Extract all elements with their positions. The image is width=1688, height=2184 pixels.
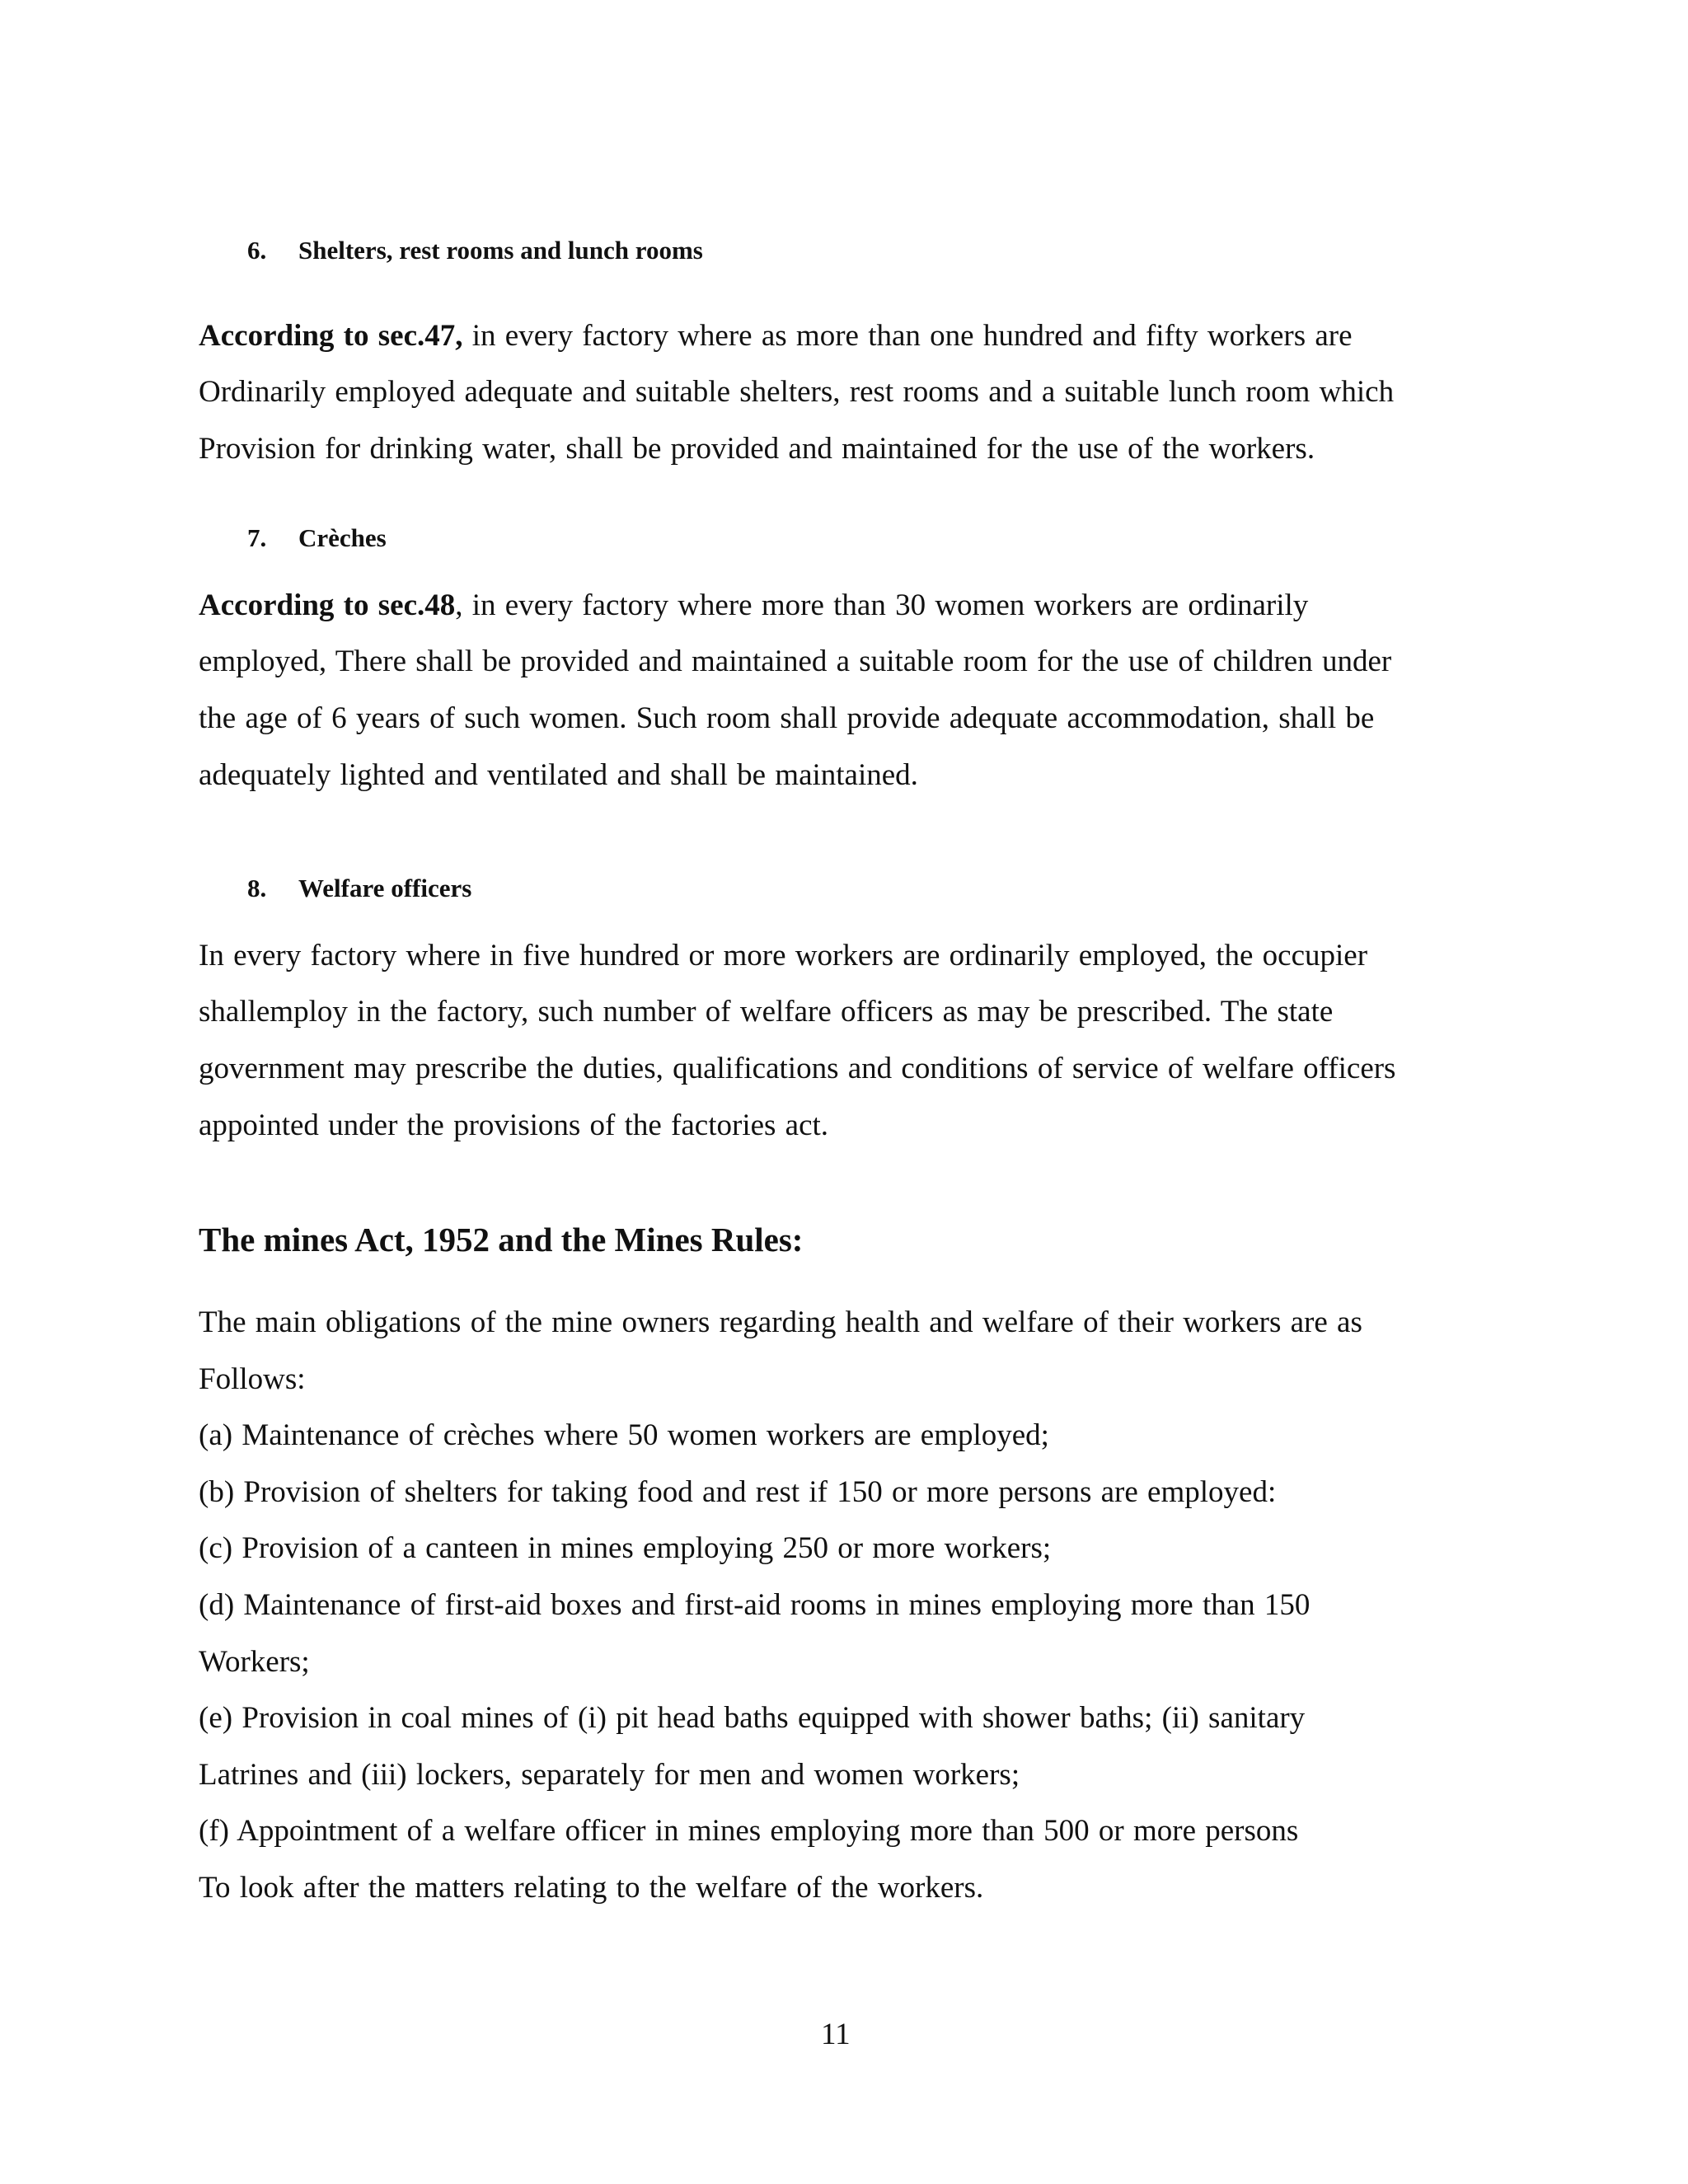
section-reference: According to sec.48 (199, 588, 456, 622)
page-number: 11 (821, 2018, 851, 2051)
mines-act-heading: The mines Act, 1952 and the Mines Rules: (199, 1221, 804, 1258)
line-text: in every factory where as more than one hundred and fifty workers are (462, 319, 1353, 353)
paragraph-line: shallemploy in the factory, such number of welfare officers as may be prescribed. The state (199, 995, 1334, 1029)
list-item: Workers; (199, 1645, 310, 1679)
section-number: 7. (247, 523, 267, 552)
list-item: (d) Maintenance of first-aid boxes and first-aid rooms in mines employing more than 150 (199, 1588, 1311, 1622)
paragraph-line: The main obligations of the mine owners regarding health and welfare of their workers are as (199, 1305, 1362, 1339)
list-item: (f) Appointment of a welfare officer in mines employing more than 500 or more persons (199, 1814, 1299, 1848)
list-item: (e) Provision in coal mines of (i) pit head baths equipped with shower baths; (ii) sanitary (199, 1701, 1306, 1735)
paragraph-line: Ordinarily employed adequate and suitable shelters, rest rooms and a suitable lunch room which (199, 375, 1395, 409)
section-heading-shelters (247, 237, 703, 263)
paragraph-line: Provision for drinking water, shall be provided and maintained for the use of the workers. (199, 432, 1315, 466)
list-item: (b) Provision of shelters for taking food and rest if 150 or more persons are employed: (199, 1475, 1277, 1509)
section-reference: According to sec.47, (199, 319, 463, 353)
paragraph-line: employed, There shall be provided and maintained a suitable room for the use of children under (199, 644, 1392, 678)
paragraph-line (199, 590, 1308, 621)
section-heading-creches (247, 525, 387, 551)
paragraph-line: In every factory where in five hundred or more workers are ordinarily employed, the occupier (199, 939, 1368, 972)
section-title: Shelters, rest rooms and lunch rooms (298, 236, 703, 265)
section-number: 8. (247, 874, 267, 902)
paragraph-line: Follows: (199, 1362, 306, 1396)
paragraph-line: adequately lighted and ventilated and shall be maintained. (199, 758, 918, 792)
paragraph-line: the age of 6 years of such women. Such room shall provide adequate accommodation, shall be (199, 701, 1375, 735)
list-item: To look after the matters relating to the welfare of the workers. (199, 1871, 984, 1905)
list-item: (c) Provision of a canteen in mines employing 250 or more workers; (199, 1531, 1052, 1565)
section-title: Crèches (298, 523, 387, 552)
section-number: 6. (247, 236, 267, 265)
section-heading-welfare-officers (247, 875, 471, 901)
paragraph-line: appointed under the provisions of the factories act. (199, 1108, 829, 1142)
section-title: Welfare officers (298, 874, 472, 902)
list-item: Latrines and (iii) lockers, separately for men and women workers; (199, 1758, 1020, 1792)
line-text: , in every factory where more than 30 women workers are ordinarily (455, 588, 1309, 622)
list-item: (a) Maintenance of crèches where 50 women workers are employed; (199, 1418, 1049, 1452)
paragraph-line (199, 321, 1353, 351)
paragraph-line: government may prescribe the duties, qualifications and conditions of service of welfare officers (199, 1052, 1396, 1085)
